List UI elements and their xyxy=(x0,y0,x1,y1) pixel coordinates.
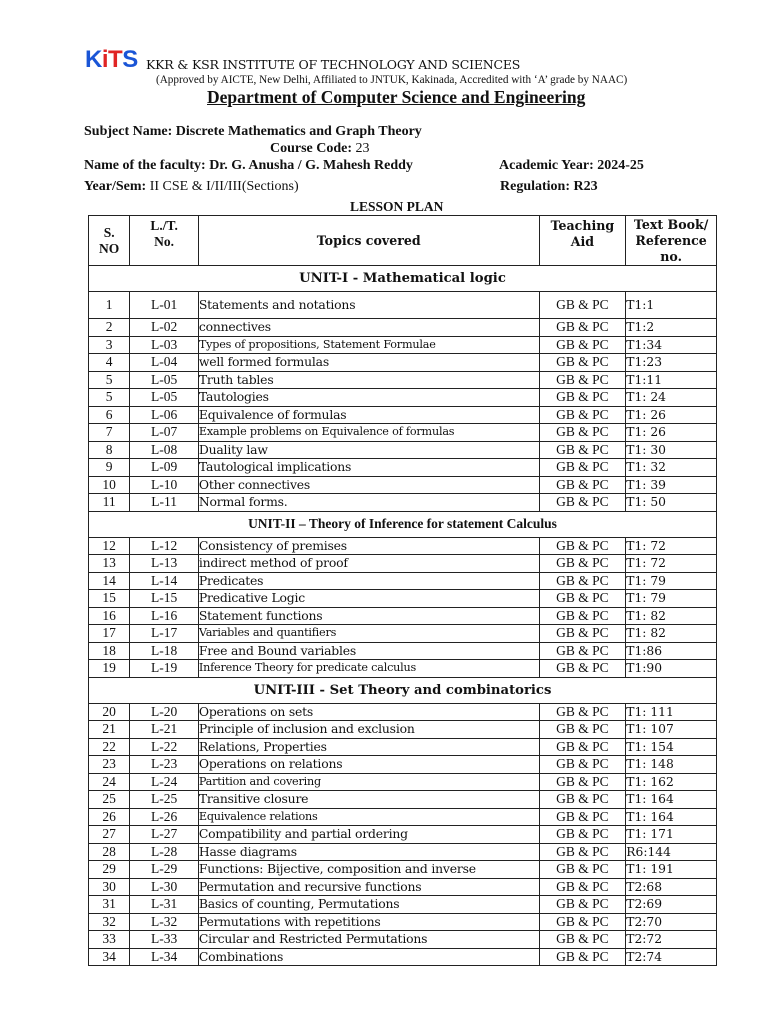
cell-reference: T2:74 xyxy=(626,948,717,966)
table-row xyxy=(89,441,717,459)
cell-lt-number: L-19 xyxy=(130,660,199,678)
table-row xyxy=(89,791,717,809)
cell-sno: 28 xyxy=(89,843,130,861)
col-header-lt: L./T. No. xyxy=(130,216,199,266)
cell-lt-number: L-22 xyxy=(130,738,199,756)
cell-teaching-aid: GB & PC xyxy=(539,292,626,319)
cell-reference: T1: 79 xyxy=(626,590,717,608)
approval-note: (Approved by AICTE, New Delhi, Affiliated to JNTUK, Kakinada, Accredited with ‘A’ grade by NAAC) xyxy=(156,74,628,86)
cell-reference: T1: 30 xyxy=(626,441,717,459)
cell-teaching-aid: GB & PC xyxy=(539,607,626,625)
cell-lt-number: L-20 xyxy=(130,703,199,721)
cell-reference: T2:70 xyxy=(626,913,717,931)
cell-reference: T1: 50 xyxy=(626,494,717,512)
cell-reference: T1: 32 xyxy=(626,459,717,477)
cell-topic: Example problems on Equivalence of formulas xyxy=(198,424,539,442)
unit-title: UNIT-I - Mathematical logic xyxy=(89,266,717,292)
cell-teaching-aid: GB & PC xyxy=(539,913,626,931)
cell-sno: 3 xyxy=(89,336,130,354)
cell-teaching-aid: GB & PC xyxy=(539,371,626,389)
cell-sno: 7 xyxy=(89,424,130,442)
table-row xyxy=(89,406,717,424)
cell-teaching-aid: GB & PC xyxy=(539,896,626,914)
cell-lt-number: L-07 xyxy=(130,424,199,442)
cell-topic: Truth tables xyxy=(198,371,539,389)
cell-teaching-aid: GB & PC xyxy=(539,756,626,774)
cell-sno: 14 xyxy=(89,572,130,590)
cell-lt-number: L-26 xyxy=(130,808,199,826)
institute-name: KKR & KSR INSTITUTE OF TECHNOLOGY AND SCIENCES xyxy=(146,57,521,72)
cell-sno: 18 xyxy=(89,642,130,660)
cell-lt-number: L-30 xyxy=(130,878,199,896)
cell-lt-number: L-28 xyxy=(130,843,199,861)
cell-lt-number: L-13 xyxy=(130,555,199,573)
cell-sno: 32 xyxy=(89,913,130,931)
cell-teaching-aid: GB & PC xyxy=(539,354,626,372)
cell-lt-number: L-27 xyxy=(130,826,199,844)
cell-sno: 24 xyxy=(89,773,130,791)
cell-reference: T1: 171 xyxy=(626,826,717,844)
cell-topic: Permutations with repetitions xyxy=(198,913,539,931)
cell-reference: T1: 39 xyxy=(626,476,717,494)
table-row xyxy=(89,861,717,879)
unit-title: UNIT-II – Theory of Inference for statement Calculus xyxy=(89,511,717,537)
table-row xyxy=(89,756,717,774)
cell-topic: Permutation and recursive functions xyxy=(198,878,539,896)
table-row xyxy=(89,896,717,914)
cell-lt-number: L-05 xyxy=(130,371,199,389)
cell-teaching-aid: GB & PC xyxy=(539,808,626,826)
cell-lt-number: L-32 xyxy=(130,913,199,931)
cell-reference: T1: 191 xyxy=(626,861,717,879)
cell-lt-number: L-23 xyxy=(130,756,199,774)
table-row xyxy=(89,931,717,949)
cell-topic: indirect method of proof xyxy=(198,555,539,573)
cell-lt-number: L-18 xyxy=(130,642,199,660)
cell-lt-number: L-08 xyxy=(130,441,199,459)
cell-sno: 23 xyxy=(89,756,130,774)
table-row xyxy=(89,607,717,625)
cell-topic: Variables and quantifiers xyxy=(198,625,539,643)
cell-teaching-aid: GB & PC xyxy=(539,861,626,879)
table-row xyxy=(89,721,717,739)
cell-topic: Predicative Logic xyxy=(198,590,539,608)
cell-teaching-aid: GB & PC xyxy=(539,572,626,590)
cell-lt-number: L-16 xyxy=(130,607,199,625)
cell-reference: T1: 162 xyxy=(626,773,717,791)
cell-lt-number: L-31 xyxy=(130,896,199,914)
cell-topic: Consistency of premises xyxy=(198,537,539,555)
table-row xyxy=(89,292,717,319)
table-row xyxy=(89,424,717,442)
cell-reference: T1: 154 xyxy=(626,738,717,756)
cell-topic: Relations, Properties xyxy=(198,738,539,756)
kits-logo-icon: KiTS xyxy=(85,46,138,73)
cell-sno: 30 xyxy=(89,878,130,896)
table-row xyxy=(89,354,717,372)
cell-teaching-aid: GB & PC xyxy=(539,773,626,791)
cell-reference: T1: 164 xyxy=(626,791,717,809)
cell-sno: 31 xyxy=(89,896,130,914)
cell-reference: T1: 26 xyxy=(626,424,717,442)
cell-topic: Combinations xyxy=(198,948,539,966)
table-row xyxy=(89,826,717,844)
cell-reference: T1:2 xyxy=(626,319,717,337)
cell-topic: Circular and Restricted Permutations xyxy=(198,931,539,949)
cell-topic: Predicates xyxy=(198,572,539,590)
cell-sno: 26 xyxy=(89,808,130,826)
cell-lt-number: L-15 xyxy=(130,590,199,608)
unit-heading-row xyxy=(89,677,717,703)
cell-topic: Equivalence relations xyxy=(198,808,539,826)
cell-reference: T1: 26 xyxy=(626,406,717,424)
cell-teaching-aid: GB & PC xyxy=(539,459,626,477)
cell-sno: 16 xyxy=(89,607,130,625)
table-row xyxy=(89,555,717,573)
table-row xyxy=(89,738,717,756)
cell-topic: Tautological implications xyxy=(198,459,539,477)
cell-reference: T2:69 xyxy=(626,896,717,914)
table-row xyxy=(89,319,717,337)
table-row xyxy=(89,773,717,791)
cell-lt-number: L-05 xyxy=(130,389,199,407)
cell-teaching-aid: GB & PC xyxy=(539,843,626,861)
cell-lt-number: L-14 xyxy=(130,572,199,590)
cell-topic: well formed formulas xyxy=(198,354,539,372)
col-header-ref: Text Book/ Reference no. xyxy=(626,216,717,266)
cell-teaching-aid: GB & PC xyxy=(539,494,626,512)
cell-lt-number: L-01 xyxy=(130,292,199,319)
cell-teaching-aid: GB & PC xyxy=(539,826,626,844)
cell-topic: Types of propositions, Statement Formulae xyxy=(198,336,539,354)
course-code: Course Code: 23 xyxy=(270,141,370,156)
cell-sno: 4 xyxy=(89,354,130,372)
table-row xyxy=(89,371,717,389)
col-header-aid: Teaching Aid xyxy=(539,216,626,266)
cell-sno: 1 xyxy=(89,292,130,319)
cell-reference: T1:23 xyxy=(626,354,717,372)
cell-reference: T1: 72 xyxy=(626,555,717,573)
cell-reference: T1: 79 xyxy=(626,572,717,590)
department-title: Department of Computer Science and Engineering xyxy=(207,87,586,107)
cell-teaching-aid: GB & PC xyxy=(539,721,626,739)
cell-reference: T1:11 xyxy=(626,371,717,389)
cell-lt-number: L-09 xyxy=(130,459,199,477)
cell-topic: Functions: Bijective, composition and inverse xyxy=(198,861,539,879)
cell-topic: Transitive closure xyxy=(198,791,539,809)
cell-reference: T1: 107 xyxy=(626,721,717,739)
table-row xyxy=(89,843,717,861)
cell-teaching-aid: GB & PC xyxy=(539,590,626,608)
table-row xyxy=(89,336,717,354)
lesson-plan-table xyxy=(88,215,717,966)
faculty-name: Name of the faculty: Dr. G. Anusha / G. Mahesh Reddy xyxy=(84,158,413,173)
cell-reference: T1:1 xyxy=(626,292,717,319)
cell-topic: Operations on sets xyxy=(198,703,539,721)
table-row xyxy=(89,642,717,660)
cell-reference: T1: 82 xyxy=(626,625,717,643)
table-row xyxy=(89,572,717,590)
cell-lt-number: L-02 xyxy=(130,319,199,337)
table-row xyxy=(89,703,717,721)
cell-reference: T1:86 xyxy=(626,642,717,660)
cell-sno: 34 xyxy=(89,948,130,966)
cell-sno: 10 xyxy=(89,476,130,494)
table-row xyxy=(89,625,717,643)
cell-lt-number: L-06 xyxy=(130,406,199,424)
table-row xyxy=(89,590,717,608)
cell-sno: 5 xyxy=(89,371,130,389)
cell-lt-number: L-10 xyxy=(130,476,199,494)
cell-sno: 17 xyxy=(89,625,130,643)
subject-name: Subject Name: Discrete Mathematics and Graph Theory xyxy=(84,124,422,139)
cell-lt-number: L-33 xyxy=(130,931,199,949)
cell-topic: Tautologies xyxy=(198,389,539,407)
cell-sno: 22 xyxy=(89,738,130,756)
cell-sno: 11 xyxy=(89,494,130,512)
table-row xyxy=(89,808,717,826)
cell-teaching-aid: GB & PC xyxy=(539,537,626,555)
cell-lt-number: L-25 xyxy=(130,791,199,809)
cell-sno: 8 xyxy=(89,441,130,459)
cell-reference: T1: 164 xyxy=(626,808,717,826)
cell-teaching-aid: GB & PC xyxy=(539,555,626,573)
table-row xyxy=(89,660,717,678)
cell-lt-number: L-17 xyxy=(130,625,199,643)
cell-topic: Duality law xyxy=(198,441,539,459)
cell-teaching-aid: GB & PC xyxy=(539,948,626,966)
cell-lt-number: L-21 xyxy=(130,721,199,739)
cell-reference: T2:72 xyxy=(626,931,717,949)
cell-reference: T1: 72 xyxy=(626,537,717,555)
cell-teaching-aid: GB & PC xyxy=(539,336,626,354)
cell-topic: Operations on relations xyxy=(198,756,539,774)
cell-reference: R6:144 xyxy=(626,843,717,861)
cell-reference: T1:90 xyxy=(626,660,717,678)
col-header-topics: Topics covered xyxy=(198,216,539,266)
cell-teaching-aid: GB & PC xyxy=(539,931,626,949)
cell-reference: T1: 24 xyxy=(626,389,717,407)
table-row xyxy=(89,476,717,494)
cell-topic: Equivalence of formulas xyxy=(198,406,539,424)
cell-teaching-aid: GB & PC xyxy=(539,660,626,678)
cell-topic: Other connectives xyxy=(198,476,539,494)
table-row xyxy=(89,948,717,966)
cell-lt-number: L-04 xyxy=(130,354,199,372)
cell-lt-number: L-03 xyxy=(130,336,199,354)
cell-teaching-aid: GB & PC xyxy=(539,703,626,721)
table-row xyxy=(89,389,717,407)
cell-teaching-aid: GB & PC xyxy=(539,424,626,442)
cell-sno: 25 xyxy=(89,791,130,809)
cell-teaching-aid: GB & PC xyxy=(539,441,626,459)
cell-lt-number: L-34 xyxy=(130,948,199,966)
cell-sno: 5 xyxy=(89,389,130,407)
cell-reference: T1: 82 xyxy=(626,607,717,625)
cell-topic: Principle of inclusion and exclusion xyxy=(198,721,539,739)
cell-teaching-aid: GB & PC xyxy=(539,625,626,643)
lesson-plan-title: LESSON PLAN xyxy=(350,199,444,214)
cell-lt-number: L-12 xyxy=(130,537,199,555)
cell-sno: 13 xyxy=(89,555,130,573)
year-sem: Year/Sem: II CSE & I/II/III(Sections) xyxy=(84,179,299,194)
cell-sno: 20 xyxy=(89,703,130,721)
unit-title: UNIT-III - Set Theory and combinatorics xyxy=(89,677,717,703)
cell-teaching-aid: GB & PC xyxy=(539,389,626,407)
cell-sno: 29 xyxy=(89,861,130,879)
cell-lt-number: L-24 xyxy=(130,773,199,791)
cell-teaching-aid: GB & PC xyxy=(539,319,626,337)
cell-teaching-aid: GB & PC xyxy=(539,476,626,494)
cell-topic: Basics of counting, Permutations xyxy=(198,896,539,914)
cell-topic: connectives xyxy=(198,319,539,337)
cell-topic: Compatibility and partial ordering xyxy=(198,826,539,844)
cell-topic: Statement functions xyxy=(198,607,539,625)
regulation: Regulation: R23 xyxy=(500,179,598,194)
cell-teaching-aid: GB & PC xyxy=(539,878,626,896)
unit-heading-row xyxy=(89,266,717,292)
cell-topic: Partition and covering xyxy=(198,773,539,791)
cell-lt-number: L-29 xyxy=(130,861,199,879)
cell-reference: T1: 111 xyxy=(626,703,717,721)
cell-reference: T1:34 xyxy=(626,336,717,354)
cell-sno: 33 xyxy=(89,931,130,949)
cell-sno: 15 xyxy=(89,590,130,608)
unit-heading-row xyxy=(89,511,717,537)
cell-sno: 27 xyxy=(89,826,130,844)
cell-topic: Statements and notations xyxy=(198,292,539,319)
cell-sno: 6 xyxy=(89,406,130,424)
cell-topic: Free and Bound variables xyxy=(198,642,539,660)
table-row xyxy=(89,459,717,477)
cell-topic: Inference Theory for predicate calculus xyxy=(198,660,539,678)
academic-year: Academic Year: 2024-25 xyxy=(499,158,644,173)
cell-teaching-aid: GB & PC xyxy=(539,791,626,809)
table-header-row xyxy=(89,216,717,266)
table-row xyxy=(89,878,717,896)
cell-sno: 21 xyxy=(89,721,130,739)
cell-teaching-aid: GB & PC xyxy=(539,738,626,756)
cell-lt-number: L-11 xyxy=(130,494,199,512)
cell-sno: 9 xyxy=(89,459,130,477)
cell-reference: T1: 148 xyxy=(626,756,717,774)
cell-sno: 19 xyxy=(89,660,130,678)
cell-sno: 12 xyxy=(89,537,130,555)
table-row xyxy=(89,494,717,512)
cell-teaching-aid: GB & PC xyxy=(539,642,626,660)
cell-topic: Hasse diagrams xyxy=(198,843,539,861)
cell-reference: T2:68 xyxy=(626,878,717,896)
table-row xyxy=(89,913,717,931)
table-row xyxy=(89,537,717,555)
cell-topic: Normal forms. xyxy=(198,494,539,512)
col-header-sno: S. NO xyxy=(89,216,130,266)
cell-sno: 2 xyxy=(89,319,130,337)
cell-teaching-aid: GB & PC xyxy=(539,406,626,424)
